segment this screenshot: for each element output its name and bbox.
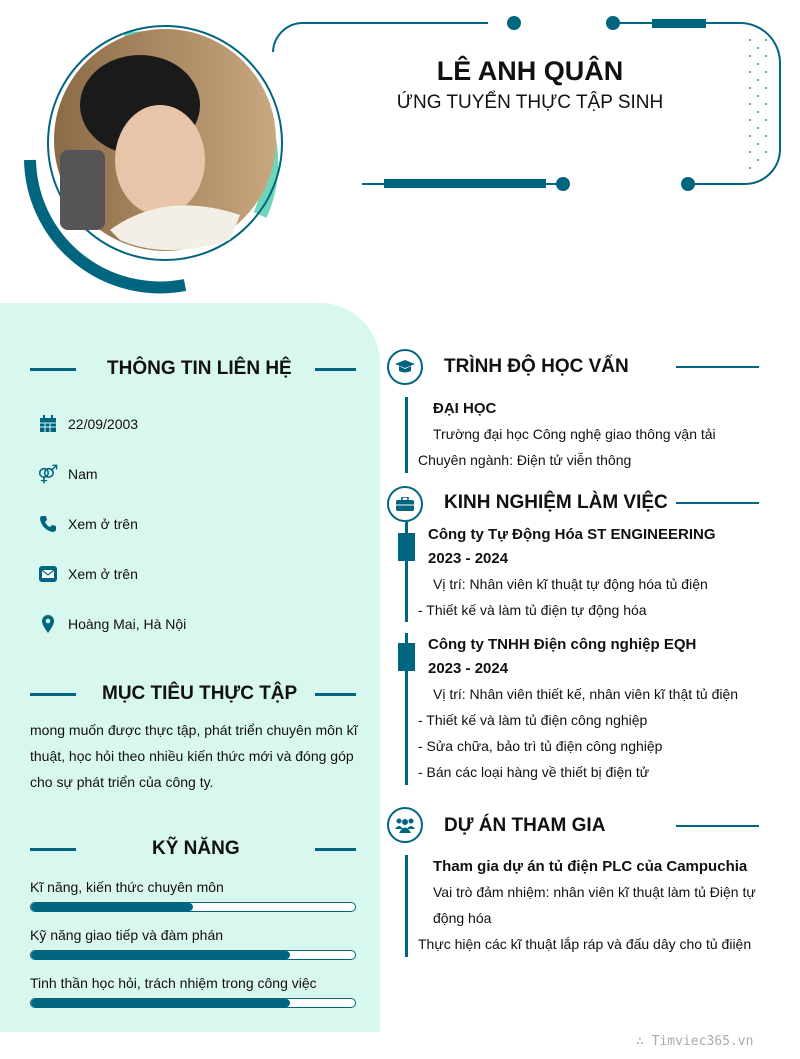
skill-bar <box>30 902 356 912</box>
job-company: Công ty Tự Động Hóa ST ENGINEERING <box>428 526 716 543</box>
timeline-line <box>405 397 408 473</box>
education-school: Trường đại học Công nghệ giao thông vận tải <box>433 426 716 442</box>
job-period: 2023 - 2024 <box>428 550 509 567</box>
job-task: - Sửa chữa, bảo trì tủ điện công nghiệp <box>418 738 663 754</box>
skill-label: Kỹ năng giao tiếp và đàm phán <box>30 927 224 943</box>
project-name: Tham gia dự án tủ điện PLC của Campuchia <box>433 858 748 875</box>
divider <box>315 368 356 371</box>
email-icon <box>38 564 58 584</box>
education-major: Chuyên ngành: Điện tử viễn thông <box>418 452 632 468</box>
timeline-marker <box>398 533 415 561</box>
job-company: Công ty TNHH Điện công nghiệp EQH <box>428 636 697 653</box>
divider <box>676 825 759 827</box>
contact-value: Xem ở trên <box>68 566 138 582</box>
job-task: - Thiết kế và làm tủ điện tự động hóa <box>418 602 647 618</box>
header-decoration <box>0 0 800 300</box>
contact-value: Nam <box>68 466 98 482</box>
contact-phone <box>38 514 138 534</box>
job-role: Vị trí: Nhân viên kĩ thuật tự động hóa tủ điện <box>433 576 708 592</box>
candidate-position: ỨNG TUYỂN THỰC TẬP SINH <box>396 92 664 113</box>
divider <box>676 502 759 504</box>
graduation-cap-icon <box>387 349 423 385</box>
project-role: động hóa <box>433 910 492 926</box>
skill-label: Tinh thần học hỏi, trách nhiệm trong công việc <box>30 975 317 991</box>
education-title: TRÌNH ĐỘ HỌC VẤN <box>444 356 629 377</box>
objective-text: cho sự phát triển của công ty. <box>30 774 214 790</box>
skill-bar-fill <box>31 951 290 959</box>
contact-address <box>38 614 186 634</box>
team-icon <box>387 807 423 843</box>
experience-title: KINH NGHIỆM LÀM VIỆC <box>444 492 668 513</box>
divider <box>315 693 356 696</box>
phone-icon <box>38 514 58 534</box>
contact-email <box>38 564 138 584</box>
contact-gender <box>38 464 98 484</box>
divider <box>30 368 76 371</box>
objective-text: mong muốn được thực tập, phát triển chuyên môn kĩ <box>30 722 358 738</box>
job-role: Vị trí: Nhân viên thiết kế, nhân viên kĩ thật tủ điện <box>433 686 739 702</box>
objective-title: MỤC TIÊU THỰC TẬP <box>102 683 298 704</box>
skill-bar <box>30 950 356 960</box>
objective-text: thuật, học hỏi theo nhiều kiến thức mới và đóng góp <box>30 748 354 764</box>
project-detail: Thực hiện các kĩ thuật lắp ráp và đấu dây cho tủ điiện <box>418 936 752 952</box>
left-panel <box>0 303 380 1032</box>
job-task: - Thiết kế và làm tủ điện công nghiệp <box>418 712 648 728</box>
divider <box>30 693 76 696</box>
divider <box>676 366 759 368</box>
skills-title: KỸ NĂNG <box>152 838 240 859</box>
skill-bar-fill <box>31 999 290 1007</box>
job-task: - Bán các loại hàng về thiết bị điện tử <box>418 764 650 780</box>
skill-bar-fill <box>31 903 193 911</box>
education-degree: ĐẠI HỌC <box>433 400 497 417</box>
contact-value: Hoàng Mai, Hà Nội <box>68 616 187 632</box>
skill-label: Kĩ năng, kiến thức chuyên môn <box>30 879 224 895</box>
location-icon <box>38 614 58 634</box>
divider <box>30 848 76 851</box>
contact-birthday <box>38 414 138 434</box>
skill-bar <box>30 998 356 1008</box>
gender-icon: ⚤ <box>37 463 59 484</box>
watermark: ∴ Timviec365.vn <box>636 1034 754 1049</box>
divider <box>315 848 356 851</box>
projects-title: DỰ ÁN THAM GIA <box>444 815 606 836</box>
timeline-marker <box>398 643 415 671</box>
contact-value: 22/09/2003 <box>68 416 139 432</box>
job-period: 2023 - 2024 <box>428 660 509 677</box>
contact-value: Xem ở trên <box>68 516 138 532</box>
briefcase-icon <box>387 486 423 522</box>
project-role: Vai trò đảm nhiệm: nhân viên kĩ thuật làm tủ Điện tự <box>433 884 756 900</box>
candidate-name: LÊ ANH QUÂN <box>436 56 624 86</box>
calendar-icon <box>38 414 58 434</box>
timeline-line <box>405 855 408 957</box>
contact-title: THÔNG TIN LIÊN HỆ <box>107 358 292 379</box>
